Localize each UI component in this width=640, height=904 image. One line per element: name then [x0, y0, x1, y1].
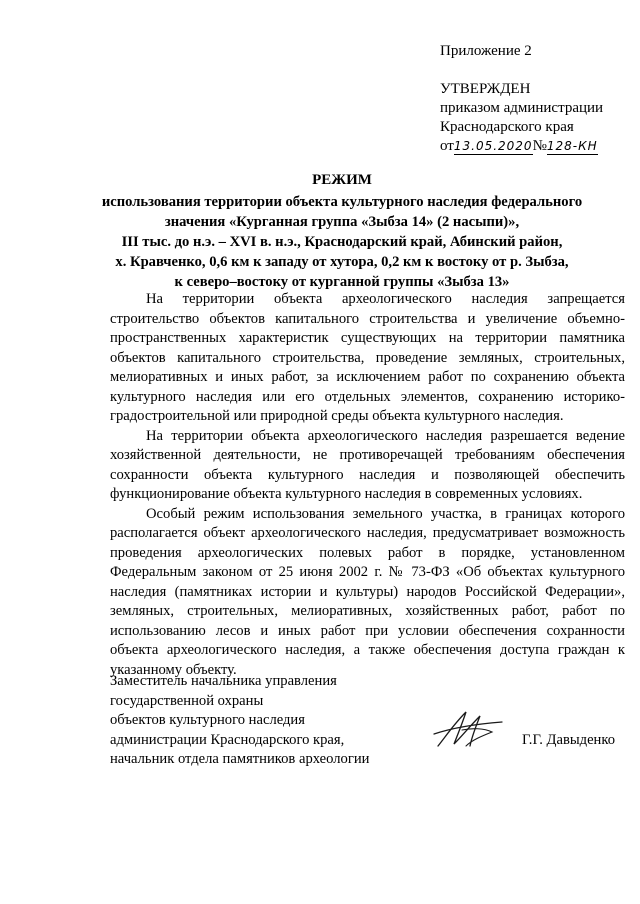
body-paragraph: На территории объекта археологического наследия разрешается ведение хозяйственной деятельности, не противоречащей требованиям обеспечения сохранности объекта культурного наследия и позволяющей обеспечить функционирование объекта культурного наследия в современных условиях.	[110, 427, 625, 502]
signer-name: Г.Г. Давыденко	[522, 732, 616, 748]
body-paragraph: На территории объекта археологического наследия запрещается строительство объектов капитального строительства и увеличение объемно-пространственных характеристик существующих на территории памятника объектов капитального строительства, проведение земляных, строительных, мелиоративных и иных работ, за исключением работ по сохранению объекта культурного наследия или его отдельных элементов, сохранению историко-градостроительной или природной среды объекта культурного наследия.	[110, 291, 625, 424]
title-line: х. Кравченко, 0,6 км к западу от хутора, 0,2 км к востоку от р. Зыбза,	[115, 254, 569, 270]
signer-position	[110, 672, 369, 770]
appendix-label: Приложение 2	[440, 43, 532, 59]
document-body	[110, 290, 625, 680]
approval-line-1: приказом администрации	[440, 100, 604, 116]
title-line: использования территории объекта культурного наследия федерального	[101, 194, 583, 210]
handwritten-signature	[432, 706, 504, 752]
number-sign: №	[532, 138, 547, 154]
title-line: к северо–востоку от курганной группы «Зыбза 13»	[174, 274, 510, 290]
body-paragraph: Особый режим использования земельного участка, в границах которого располагается объект археологического наследия, предусматривает возможность проведения археологических полевых работ в порядке, установленном Федеральным законом от 25 июня 2002 г. № 73-ФЗ «Об объектах культурного наследия (памятниках истории и культуры) народов Российской Федерации», земляных, строительных, мелиоративных, хозяйственных работ, работ по использованию лесов и иных работ при условии обеспечения сохранности объекта археологического наследия, а также обеспечения доступа граждан к указанному объекту.	[110, 505, 625, 678]
signer-line: государственной охраны	[110, 692, 264, 709]
handwritten-date: 13.05.2020	[453, 139, 533, 153]
signer-line: администрации Краснодарского края,	[110, 731, 345, 748]
title-heading: РЕЖИМ	[312, 172, 372, 188]
approval-block	[440, 42, 603, 156]
title-line: значения «Курганная группа «Зыбза 14» (2 насыпи)»,	[164, 214, 520, 230]
title-line: III тыс. до н.э. – XVI в. н.э., Краснодарский край, Абинский район,	[121, 234, 563, 250]
signer-line: Заместитель начальника управления	[110, 673, 337, 689]
signer-line: объектов культурного наследия	[110, 712, 305, 728]
document-title	[82, 170, 602, 292]
approval-line-2: Краснодарского края	[440, 119, 574, 135]
date-prefix: от	[440, 138, 454, 154]
signer-line: начальник отдела памятников археологии	[110, 751, 370, 767]
approved-label: УТВЕРЖДЕН	[440, 81, 531, 97]
handwritten-number: 128-КН	[546, 139, 598, 153]
signature-drawing	[432, 706, 504, 752]
approval-date-line	[440, 137, 603, 156]
